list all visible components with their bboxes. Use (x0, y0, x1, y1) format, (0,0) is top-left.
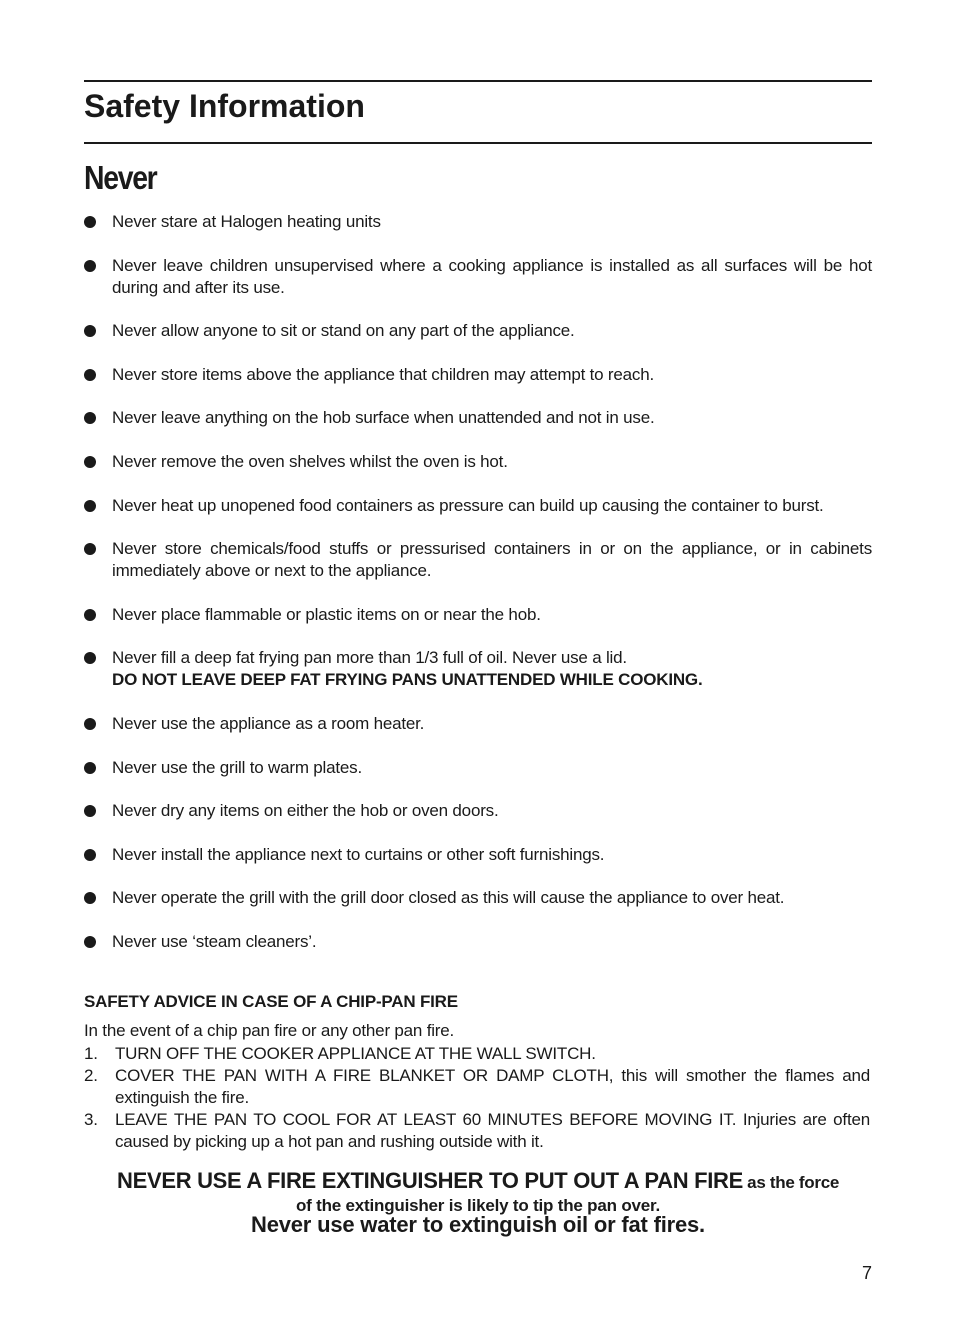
chip-pan-advice-heading: SAFETY ADVICE IN CASE OF A CHIP-PAN FIRE (84, 992, 458, 1011)
list-item (84, 757, 872, 779)
water-warning: Never use water to extinguish oil or fat fires. (251, 1212, 705, 1237)
list-item (84, 364, 872, 386)
bullet-icon (84, 805, 96, 817)
list-item (84, 604, 872, 626)
page-number: 7 (861, 1263, 872, 1283)
bullet-icon (84, 216, 96, 228)
bullet-icon (84, 849, 96, 861)
list-item-text: Never leave children unsupervised where a cooking appliance is installed as all surfaces will be hot during and after its use. (112, 255, 872, 297)
extinguisher-warning-line2: of the extinguisher is likely to tip the pan over. (295, 1196, 661, 1215)
bullet-icon (84, 325, 96, 337)
step-text: LEAVE THE PAN TO COOL FOR AT LEAST 60 MINUTES BEFORE MOVING IT. Injuries are often caused by picking up a hot pan and rushing outside with it. (115, 1110, 870, 1151)
top-rule (84, 80, 872, 82)
list-item-text: Never use ‘steam cleaners’. (112, 931, 317, 951)
step-item (84, 1043, 870, 1065)
page-title: Safety Information (84, 88, 365, 124)
bullet-icon (84, 456, 96, 468)
list-item-text: Never remove the oven shelves whilst the oven is hot. (112, 451, 508, 471)
step-number: 1. (84, 1044, 98, 1063)
step-text: TURN OFF THE COOKER APPLIANCE AT THE WALL SWITCH. (115, 1044, 596, 1063)
list-item (84, 255, 872, 299)
step-number: 3. (84, 1110, 98, 1129)
step-number: 2. (84, 1066, 98, 1085)
extinguisher-warning-cont: as the force (747, 1173, 839, 1192)
list-item (84, 887, 872, 909)
list-item-text: Never heat up unopened food containers as pressure can build up causing the container to burst. (112, 495, 824, 515)
list-item-text: Never operate the grill with the grill door closed as this will cause the appliance to over heat. (112, 888, 785, 908)
list-item (84, 647, 872, 691)
title-rule (84, 142, 872, 144)
bullet-icon (84, 762, 96, 774)
list-item-text: Never dry any items on either the hob or oven doors. (112, 801, 499, 821)
list-item-text: Never store items above the appliance that children may attempt to reach. (112, 364, 654, 384)
bullet-icon (84, 718, 96, 730)
never-list (84, 211, 872, 975)
list-item (84, 320, 872, 342)
list-item-text: Never install the appliance next to curtains or other soft furnishings. (112, 844, 605, 864)
list-item-text: Never store chemicals/food stuffs or pressurised containers in or on the appliance, or in cabinets immediately above or next to the appliance. (112, 539, 872, 581)
list-item-text: Never fill a deep fat frying pan more than 1/3 full of oil. Never use a lid. (112, 648, 627, 668)
list-item-text: Never allow anyone to sit or stand on any part of the appliance. (112, 321, 575, 341)
section-title-never: Never (84, 159, 157, 196)
step-text: COVER THE PAN WITH A FIRE BLANKET OR DAMP CLOTH, this will smother the flames and extinguish the fire. (115, 1066, 870, 1107)
list-item (84, 407, 872, 429)
bullet-icon (84, 936, 96, 948)
list-item-bold-warning: DO NOT LEAVE DEEP FAT FRYING PANS UNATTENDED WHILE COOKING. (112, 670, 703, 690)
bullet-icon (84, 609, 96, 621)
list-item (84, 713, 872, 735)
list-item (84, 931, 872, 953)
list-item (84, 451, 872, 473)
bullet-icon (84, 412, 96, 424)
list-item-text: Never leave anything on the hob surface when unattended and not in use. (112, 408, 655, 428)
extinguisher-warning (84, 1168, 872, 1194)
chip-pan-steps (84, 1043, 870, 1153)
list-item (84, 844, 872, 866)
list-item-text: Never stare at Halogen heating units (112, 212, 381, 231)
list-item (84, 211, 872, 233)
bullet-icon (84, 543, 96, 555)
bullet-icon (84, 500, 96, 512)
list-item (84, 538, 872, 582)
step-item (84, 1065, 870, 1109)
list-item-text: Never use the appliance as a room heater. (112, 713, 425, 733)
bullet-icon (84, 260, 96, 272)
bullet-icon (84, 892, 96, 904)
list-item-text: Never place flammable or plastic items on or near the hob. (112, 604, 541, 624)
list-item (84, 800, 872, 822)
bullet-icon (84, 369, 96, 381)
list-item (84, 495, 872, 517)
chip-pan-advice-intro: In the event of a chip pan fire or any other pan fire. (84, 1021, 455, 1040)
bullet-icon (84, 652, 96, 664)
extinguisher-warning-main: NEVER USE A FIRE EXTINGUISHER TO PUT OUT A PAN FIRE (116, 1168, 744, 1193)
list-item-text: Never use the grill to warm plates. (112, 757, 362, 777)
step-item (84, 1109, 870, 1153)
